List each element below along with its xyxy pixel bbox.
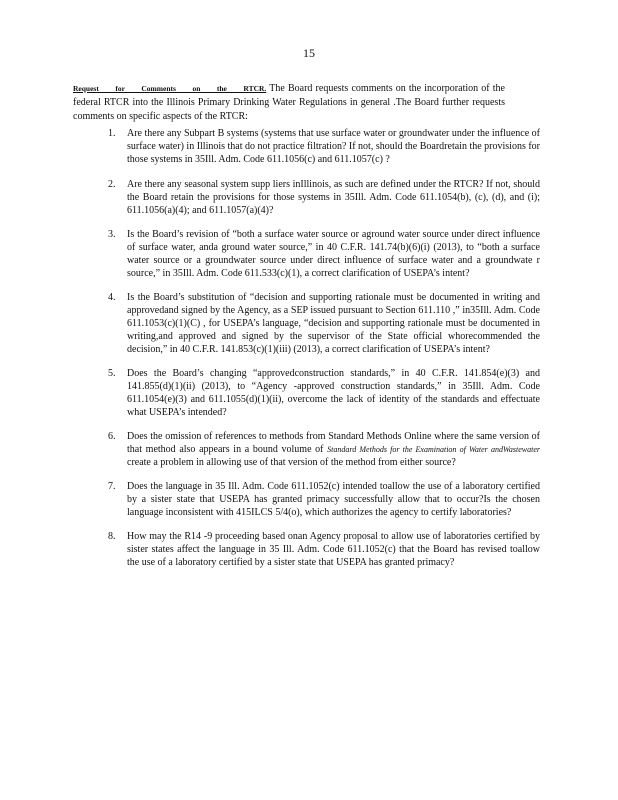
question-text: How may the R14 -9 proceeding based onan Agency proposal to allow use of laboratories certified by sister states affect the language in 35 Ill. Adm. Code 611.1052(c) that the Board has revised toallow the use of a laboratory certified by a sister state that USEPA has granted primacy?: [127, 531, 540, 568]
question-text-before: Does the omission of references to methods from Standard Methods Online where the same version of that method also appears in a bound volume of: [127, 431, 540, 455]
question-text: Is the Board’s substitution of “decision and supporting rationale must be documented in writing and approvedand signed by the Agency, as a SEP issued pursuant to Section 611.110 ,” in35Ill. Adm. Code 611.1053(c)(1)(C) , for USEPA’s language, “decision and supporting rationale must be documented in writing,and approved and signed by the supervisor of the State official whorecommended the decision,” in 40 C.F.R. 141.853(c)(1)(iii) (2013), a correct clarification of USEPA’s intent?: [127, 292, 540, 355]
question-item: [108, 178, 540, 217]
question-item: [108, 127, 540, 166]
question-text: Does the language in 35 Ill. Adm. Code 611.1052(c) intended toallow the use of a laboratory certified by a sister state that USEPA has granted primacy successfully allow that to occur?Is the chosen language inconsistent with 415ILCS 5/4(o), which authorizes the agency to certify laboratories?: [127, 481, 540, 518]
question-text: Are there any seasonal system supp liers inIllinois, as such are defined under the RTCR? If not, should the Board retain the provisions for those systems in 35Ill. Adm. Code 611.1054(b), (c), (d), and (i); 611.1056(a)(4); and 611.1057(a)(4)?: [127, 179, 540, 216]
question-item: [108, 480, 540, 519]
question-item: [108, 530, 540, 569]
question-list: [108, 127, 540, 569]
page-number: 15: [303, 46, 315, 60]
question-text: Does the Board’s changing “approvedconstruction standards,” in 40 C.F.R. 141.854(e)(3) and 141.855(d)(1)(ii) (2013), to “Agency -approved construction standards,” in 35Ill. Adm. Code 611.1054(e)(3) and 611.1055(d)(1)(ii), overcome the lack of identity of the standards and effectuate what USEPA’s intended?: [127, 368, 540, 418]
question-number: 7.: [108, 481, 116, 492]
citation-title: Standard Methods for the Examination of Water andWastewater: [327, 445, 540, 454]
question-number: 6.: [108, 431, 116, 442]
intro-text: The Board requests comments on the incorporation of the federal RTCR into the Illinois Primary Drinking Water Regulations in general .The Board further requests comments on specific aspects of the RTCR:: [73, 83, 505, 122]
question-item: [108, 430, 540, 469]
intro-paragraph: [73, 82, 505, 124]
question-item: [108, 228, 540, 280]
question-number: 4.: [108, 292, 116, 303]
question-text: Is the Board’s revision of “both a surface water source or aground water source under direct influence of surface water, anda ground water source,” in 40 C.F.R. 141.74(b)(6)(i) (2013), to “both a surface water source or a groundwater source under direct influence of surface water and a groundwate r source,” in 35Ill. Adm. Code 611.533(c)(1), a correct clarification of USEPA’s intent?: [127, 229, 540, 279]
question-item: [108, 291, 540, 356]
question-item: [108, 367, 540, 419]
question-number: 5.: [108, 368, 116, 379]
question-text: Are there any Subpart B systems (systems that use surface water or groundwater under the influence of surface water) in Illinois that do not practice filtration? If not, should the Boardretain the provisions for those systems in 35Ill. Adm. Code 611.1056(c) and 611.1057(c) ?: [127, 128, 540, 165]
section-heading: Request for Comments on the RTCR.: [73, 84, 267, 93]
question-number: 8.: [108, 531, 116, 542]
question-number: 1.: [108, 128, 116, 139]
question-number: 3.: [108, 229, 116, 240]
question-number: 2.: [108, 179, 116, 190]
question-text-after: create a problem in allowing use of that version of the method from either source?: [127, 457, 456, 468]
